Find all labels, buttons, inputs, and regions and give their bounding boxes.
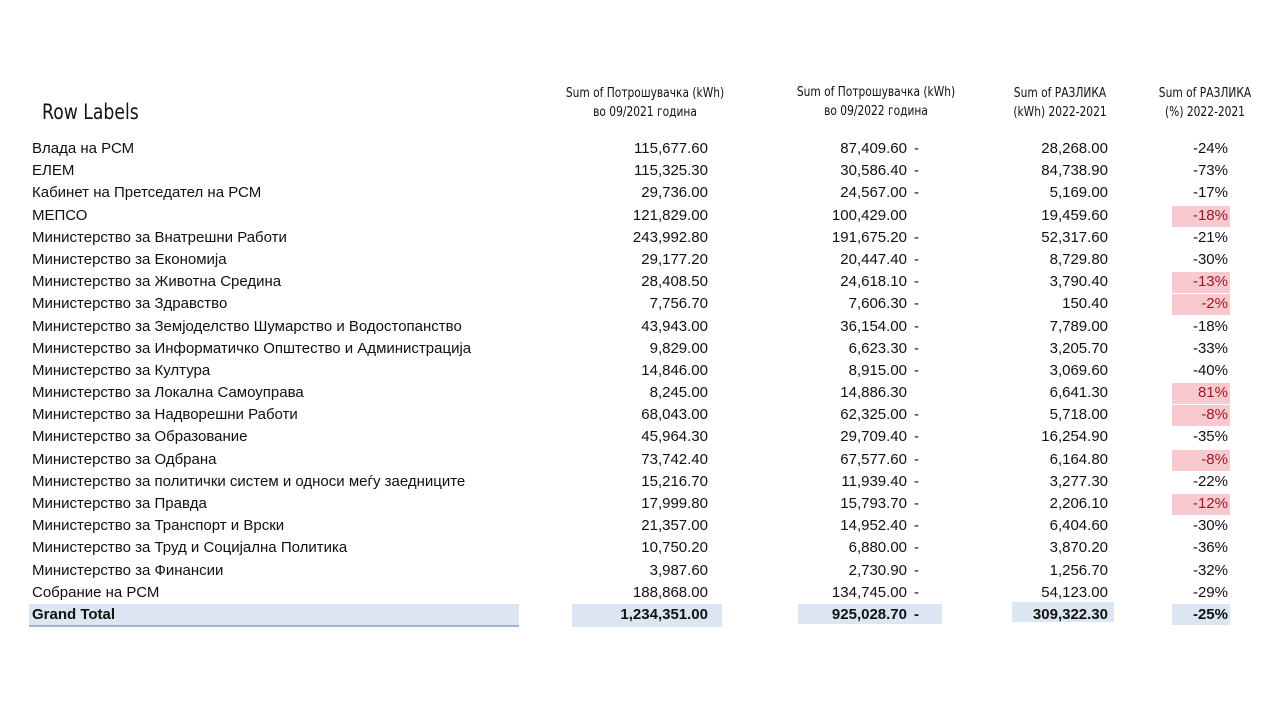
diff-kwh: 6,641.30: [1049, 384, 1108, 402]
diff-pct: -21%: [1192, 228, 1228, 246]
value-2022: 8,915.00: [848, 361, 907, 379]
table-row: [0, 249, 1280, 271]
table-row: [0, 293, 1280, 315]
value-2022: 2,730.90: [848, 561, 907, 579]
value-2021: 7,756.70: [649, 295, 708, 313]
value-2021: 121,829.00: [632, 206, 708, 224]
column-header-2021: [563, 84, 727, 122]
column-header-line: Sum of РАЗЛИКА: [1013, 86, 1107, 101]
diff-kwh: 7,789.00: [1049, 317, 1108, 335]
dash-marker: -: [914, 539, 919, 557]
diff-pct: -30%: [1192, 517, 1228, 535]
value-2021: 21,357.00: [641, 517, 708, 535]
row-label: Министерство за Земјоделство Шумарство и Водостопанство: [32, 317, 462, 335]
total-2022: 925,028.70: [831, 605, 907, 623]
row-label: Влада на РСМ: [32, 140, 135, 157]
row-label: Министерство за политички систем и односи меѓу заедниците: [32, 472, 466, 490]
diff-pct: -32%: [1192, 561, 1228, 579]
value-2021: 243,992.80: [632, 228, 708, 246]
value-2021: 29,177.20: [641, 250, 708, 268]
diff-pct: -36%: [1192, 539, 1228, 557]
row-label: Министерство за Образование: [32, 428, 248, 446]
column-header-line: во 09/2021 година: [593, 105, 697, 120]
total-label: Grand Total: [32, 605, 116, 623]
value-2021: 73,742.40: [641, 450, 708, 468]
diff-pct: -35%: [1192, 428, 1228, 446]
diff-kwh: 54,123.00: [1041, 583, 1108, 601]
value-2021: 188,868.00: [632, 583, 708, 601]
column-header-line: (%) 2022-2021: [1165, 105, 1245, 120]
column-header-diff-kwh: [1003, 84, 1118, 122]
dash-marker: -: [914, 339, 919, 357]
table-row: [0, 138, 1280, 160]
dash-marker: -: [914, 406, 919, 424]
diff-kwh: 2,206.10: [1049, 495, 1108, 512]
diff-pct: -17%: [1192, 184, 1228, 202]
diff-kwh: 1,256.70: [1049, 561, 1108, 579]
diff-kwh: 28,268.00: [1041, 140, 1108, 157]
diff-kwh: 3,205.70: [1049, 339, 1108, 357]
dash-marker: -: [914, 140, 919, 157]
value-2022: 191,675.20: [831, 228, 907, 246]
total-diff-kwh: 309,322.30: [1032, 605, 1108, 623]
diff-pct: -30%: [1192, 250, 1228, 268]
diff-pct: -29%: [1192, 583, 1228, 601]
diff-kwh: 8,729.80: [1049, 250, 1108, 268]
diff-pct: -8%: [1201, 450, 1228, 468]
value-2022: 30,586.40: [840, 162, 907, 180]
table-row: [0, 560, 1280, 582]
value-2021: 14,846.00: [641, 361, 708, 379]
diff-pct: -73%: [1192, 162, 1228, 180]
row-label: Министерство за Животна Средина: [32, 273, 282, 291]
diff-kwh: 3,790.40: [1049, 273, 1108, 291]
row-label: Министерство за Внатрешни Работи: [32, 228, 287, 246]
table-row: [0, 205, 1280, 227]
table-body: [0, 138, 1280, 626]
dash-marker: -: [914, 228, 919, 246]
value-2022: 6,623.30: [848, 339, 907, 357]
diff-kwh: 52,317.60: [1041, 228, 1108, 246]
value-2021: 115,677.60: [634, 140, 708, 157]
value-2021: 8,245.00: [649, 384, 708, 402]
table-row: [0, 582, 1280, 604]
table-row: [0, 316, 1280, 338]
table-row: [0, 471, 1280, 493]
dash-marker: -: [914, 450, 919, 468]
dash-marker: -: [914, 162, 919, 180]
row-label: Министерство за Култура: [32, 361, 211, 379]
dash-marker: -: [914, 472, 919, 490]
value-2022: 14,886.30: [840, 384, 907, 402]
dash-marker: -: [914, 561, 919, 579]
dash-marker: -: [914, 428, 919, 446]
diff-kwh: 5,169.00: [1049, 184, 1108, 202]
row-label: Кабинет на Претседател на РСМ: [32, 184, 262, 202]
table-row: [0, 449, 1280, 471]
value-2022: 62,325.00: [840, 406, 907, 424]
dash-marker: -: [914, 605, 919, 623]
diff-kwh: 3,069.60: [1049, 361, 1108, 379]
dash-marker: -: [914, 583, 919, 601]
value-2022: 24,567.00: [840, 184, 907, 202]
row-label: Министерство за Транспорт и Врски: [32, 517, 285, 535]
row-label: Министерство за Финансии: [32, 561, 224, 579]
dash-marker: -: [914, 495, 919, 512]
column-header-2022: [794, 83, 958, 121]
row-labels-header: Row Labels: [42, 100, 139, 124]
row-label: Министерство за Информатичко Општество и Администрација: [32, 339, 472, 357]
diff-pct: -33%: [1192, 339, 1228, 357]
table-row: [0, 360, 1280, 382]
dash-marker: -: [914, 361, 919, 379]
table-row: [0, 493, 1280, 515]
value-2022: 36,154.00: [840, 317, 907, 335]
diff-pct: -18%: [1192, 206, 1228, 224]
row-label: МЕПСО: [32, 206, 88, 224]
value-2021: 10,750.20: [641, 539, 708, 557]
table-row: [0, 404, 1280, 426]
dash-marker: -: [914, 184, 919, 202]
diff-pct: 81%: [1197, 384, 1228, 402]
diff-pct: -18%: [1192, 317, 1228, 335]
diff-kwh: 150.40: [1062, 295, 1108, 313]
diff-kwh: 3,870.20: [1049, 539, 1108, 557]
column-header-line: Sum of Потрошувачка (kWh): [565, 86, 725, 101]
diff-kwh: 19,459.60: [1041, 206, 1108, 224]
dash-marker: -: [914, 295, 919, 313]
value-2022: 14,952.40: [840, 517, 907, 535]
column-header-line: Sum of Потрошувачка (kWh): [796, 85, 956, 100]
diff-pct: -2%: [1201, 295, 1228, 313]
value-2021: 29,736.00: [641, 184, 708, 202]
value-2021: 115,325.30: [634, 162, 708, 180]
dash-marker: -: [914, 250, 919, 268]
column-header-diff-pct: [1152, 84, 1259, 122]
row-label: Министерство за Одбрана: [32, 450, 217, 468]
value-2021: 17,999.80: [641, 495, 708, 512]
value-2021: 28,408.50: [641, 273, 708, 291]
value-2022: 134,745.00: [831, 583, 907, 601]
diff-pct: -40%: [1192, 361, 1228, 379]
value-2022: 6,880.00: [848, 539, 907, 557]
total-2021: 1,234,351.00: [620, 605, 708, 623]
column-header-line: (kWh) 2022-2021: [1013, 105, 1107, 120]
diff-kwh: 5,718.00: [1049, 406, 1108, 424]
diff-pct: -8%: [1201, 406, 1228, 424]
column-header-line: Sum of РАЗЛИКА: [1158, 86, 1252, 101]
diff-pct: -24%: [1192, 140, 1228, 157]
grand-total-row: [0, 604, 1280, 626]
value-2022: 20,447.40: [840, 250, 907, 268]
table-row: [0, 182, 1280, 204]
column-header-line: во 09/2022 година: [824, 104, 928, 119]
row-label: Министерство за Здравство: [32, 295, 228, 313]
value-2022: 87,409.60: [840, 140, 907, 157]
value-2022: 11,939.40: [841, 472, 907, 490]
table-row: [0, 271, 1280, 293]
table-row: [0, 382, 1280, 404]
table-row: [0, 160, 1280, 182]
value-2022: 24,618.10: [840, 273, 907, 291]
row-label: Министерство за Локална Самоуправа: [32, 384, 304, 402]
table-row: [0, 426, 1280, 448]
total-diff-pct: -25%: [1192, 605, 1228, 623]
diff-kwh: 6,404.60: [1049, 517, 1108, 535]
value-2022: 29,709.40: [840, 428, 907, 446]
diff-kwh: 16,254.90: [1041, 428, 1108, 446]
row-label: Собрание на РСМ: [32, 583, 160, 601]
value-2021: 68,043.00: [641, 406, 708, 424]
dash-marker: -: [914, 317, 919, 335]
value-2022: 15,793.70: [840, 495, 907, 512]
value-2021: 3,987.60: [649, 561, 708, 579]
value-2022: 7,606.30: [848, 295, 907, 313]
row-label: Министерство за Правда: [32, 495, 207, 512]
dash-marker: -: [914, 273, 919, 291]
dash-marker: -: [914, 517, 919, 535]
row-label: Министерство за Надворешни Работи: [32, 406, 298, 424]
diff-pct: -22%: [1192, 472, 1228, 490]
table-row: [0, 338, 1280, 360]
table-row: [0, 227, 1280, 249]
diff-kwh: 84,738.90: [1041, 162, 1108, 180]
diff-pct: -13%: [1192, 273, 1228, 291]
diff-kwh: 3,277.30: [1049, 472, 1108, 490]
diff-kwh: 6,164.80: [1049, 450, 1108, 468]
table-row: [0, 537, 1280, 559]
row-label: ЕЛЕМ: [32, 162, 75, 180]
row-label: Министерство за Труд и Социјална Политика: [32, 539, 348, 557]
diff-pct: -12%: [1192, 495, 1228, 512]
value-2021: 43,943.00: [641, 317, 708, 335]
table-row: [0, 515, 1280, 537]
value-2022: 67,577.60: [840, 450, 907, 468]
value-2021: 45,964.30: [641, 428, 708, 446]
value-2021: 15,216.70: [641, 472, 708, 490]
value-2022: 100,429.00: [831, 206, 907, 224]
value-2021: 9,829.00: [649, 339, 708, 357]
row-label: Министерство за Економија: [32, 250, 227, 268]
